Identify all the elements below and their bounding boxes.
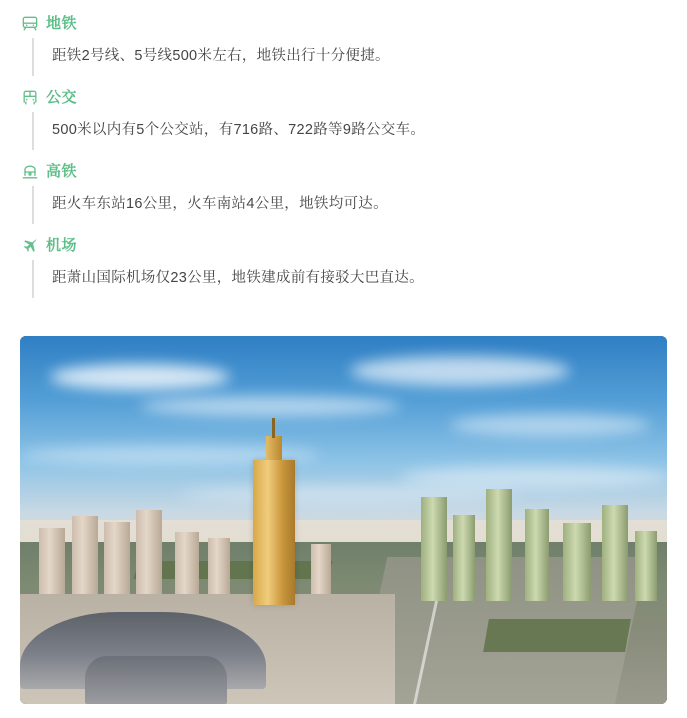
section-airport — [20, 234, 667, 298]
section-body — [32, 260, 667, 298]
section-text: 距火车东站16公里，火车南站4公里，地铁均可达。 — [52, 196, 388, 212]
building — [563, 523, 591, 601]
building — [104, 522, 130, 594]
section-body — [32, 38, 667, 76]
photo-canvas — [20, 336, 667, 704]
building — [525, 509, 549, 601]
section-title: 地铁 — [46, 15, 78, 32]
section-bus — [20, 86, 667, 150]
landmark-tower — [253, 460, 295, 605]
building — [175, 532, 199, 594]
bus-icon — [20, 87, 46, 109]
airplane-icon — [20, 235, 46, 257]
building — [453, 515, 475, 601]
section-header — [20, 160, 667, 184]
green-belt — [483, 619, 631, 652]
section-text: 距铁2号线、5号线500米左右，地铁出行十分便捷。 — [52, 48, 390, 64]
section-body — [32, 186, 667, 224]
building — [72, 516, 98, 594]
high-speed-rail-icon — [20, 161, 46, 183]
green-belt — [134, 561, 333, 579]
section-text: 距萧山国际机场仅23公里，地铁建成前有接驳大巴直达。 — [52, 270, 424, 286]
building — [602, 505, 628, 601]
subway-icon — [20, 13, 46, 35]
building — [136, 510, 162, 594]
section-header — [20, 234, 667, 258]
building — [635, 531, 657, 601]
city-skyline-photo — [20, 336, 667, 704]
building — [208, 538, 230, 594]
building — [421, 497, 447, 601]
section-title: 高铁 — [46, 163, 78, 180]
section-high-speed-rail — [20, 160, 667, 224]
section-title: 公交 — [46, 89, 78, 106]
building — [311, 544, 331, 594]
cloud — [180, 486, 520, 502]
cloud — [350, 356, 570, 386]
cloud — [450, 414, 650, 436]
section-header — [20, 86, 667, 110]
cloud — [50, 364, 230, 390]
building — [39, 528, 65, 594]
cloud — [400, 466, 667, 488]
section-text: 500米以内有5个公交站，有716路、722路等9路公交车。 — [52, 122, 426, 138]
section-header — [20, 12, 667, 36]
arena-annex — [85, 656, 227, 704]
section-title: 机场 — [46, 237, 78, 254]
cloud — [140, 396, 400, 416]
section-body — [32, 112, 667, 150]
building — [486, 489, 512, 601]
section-subway — [20, 12, 667, 76]
